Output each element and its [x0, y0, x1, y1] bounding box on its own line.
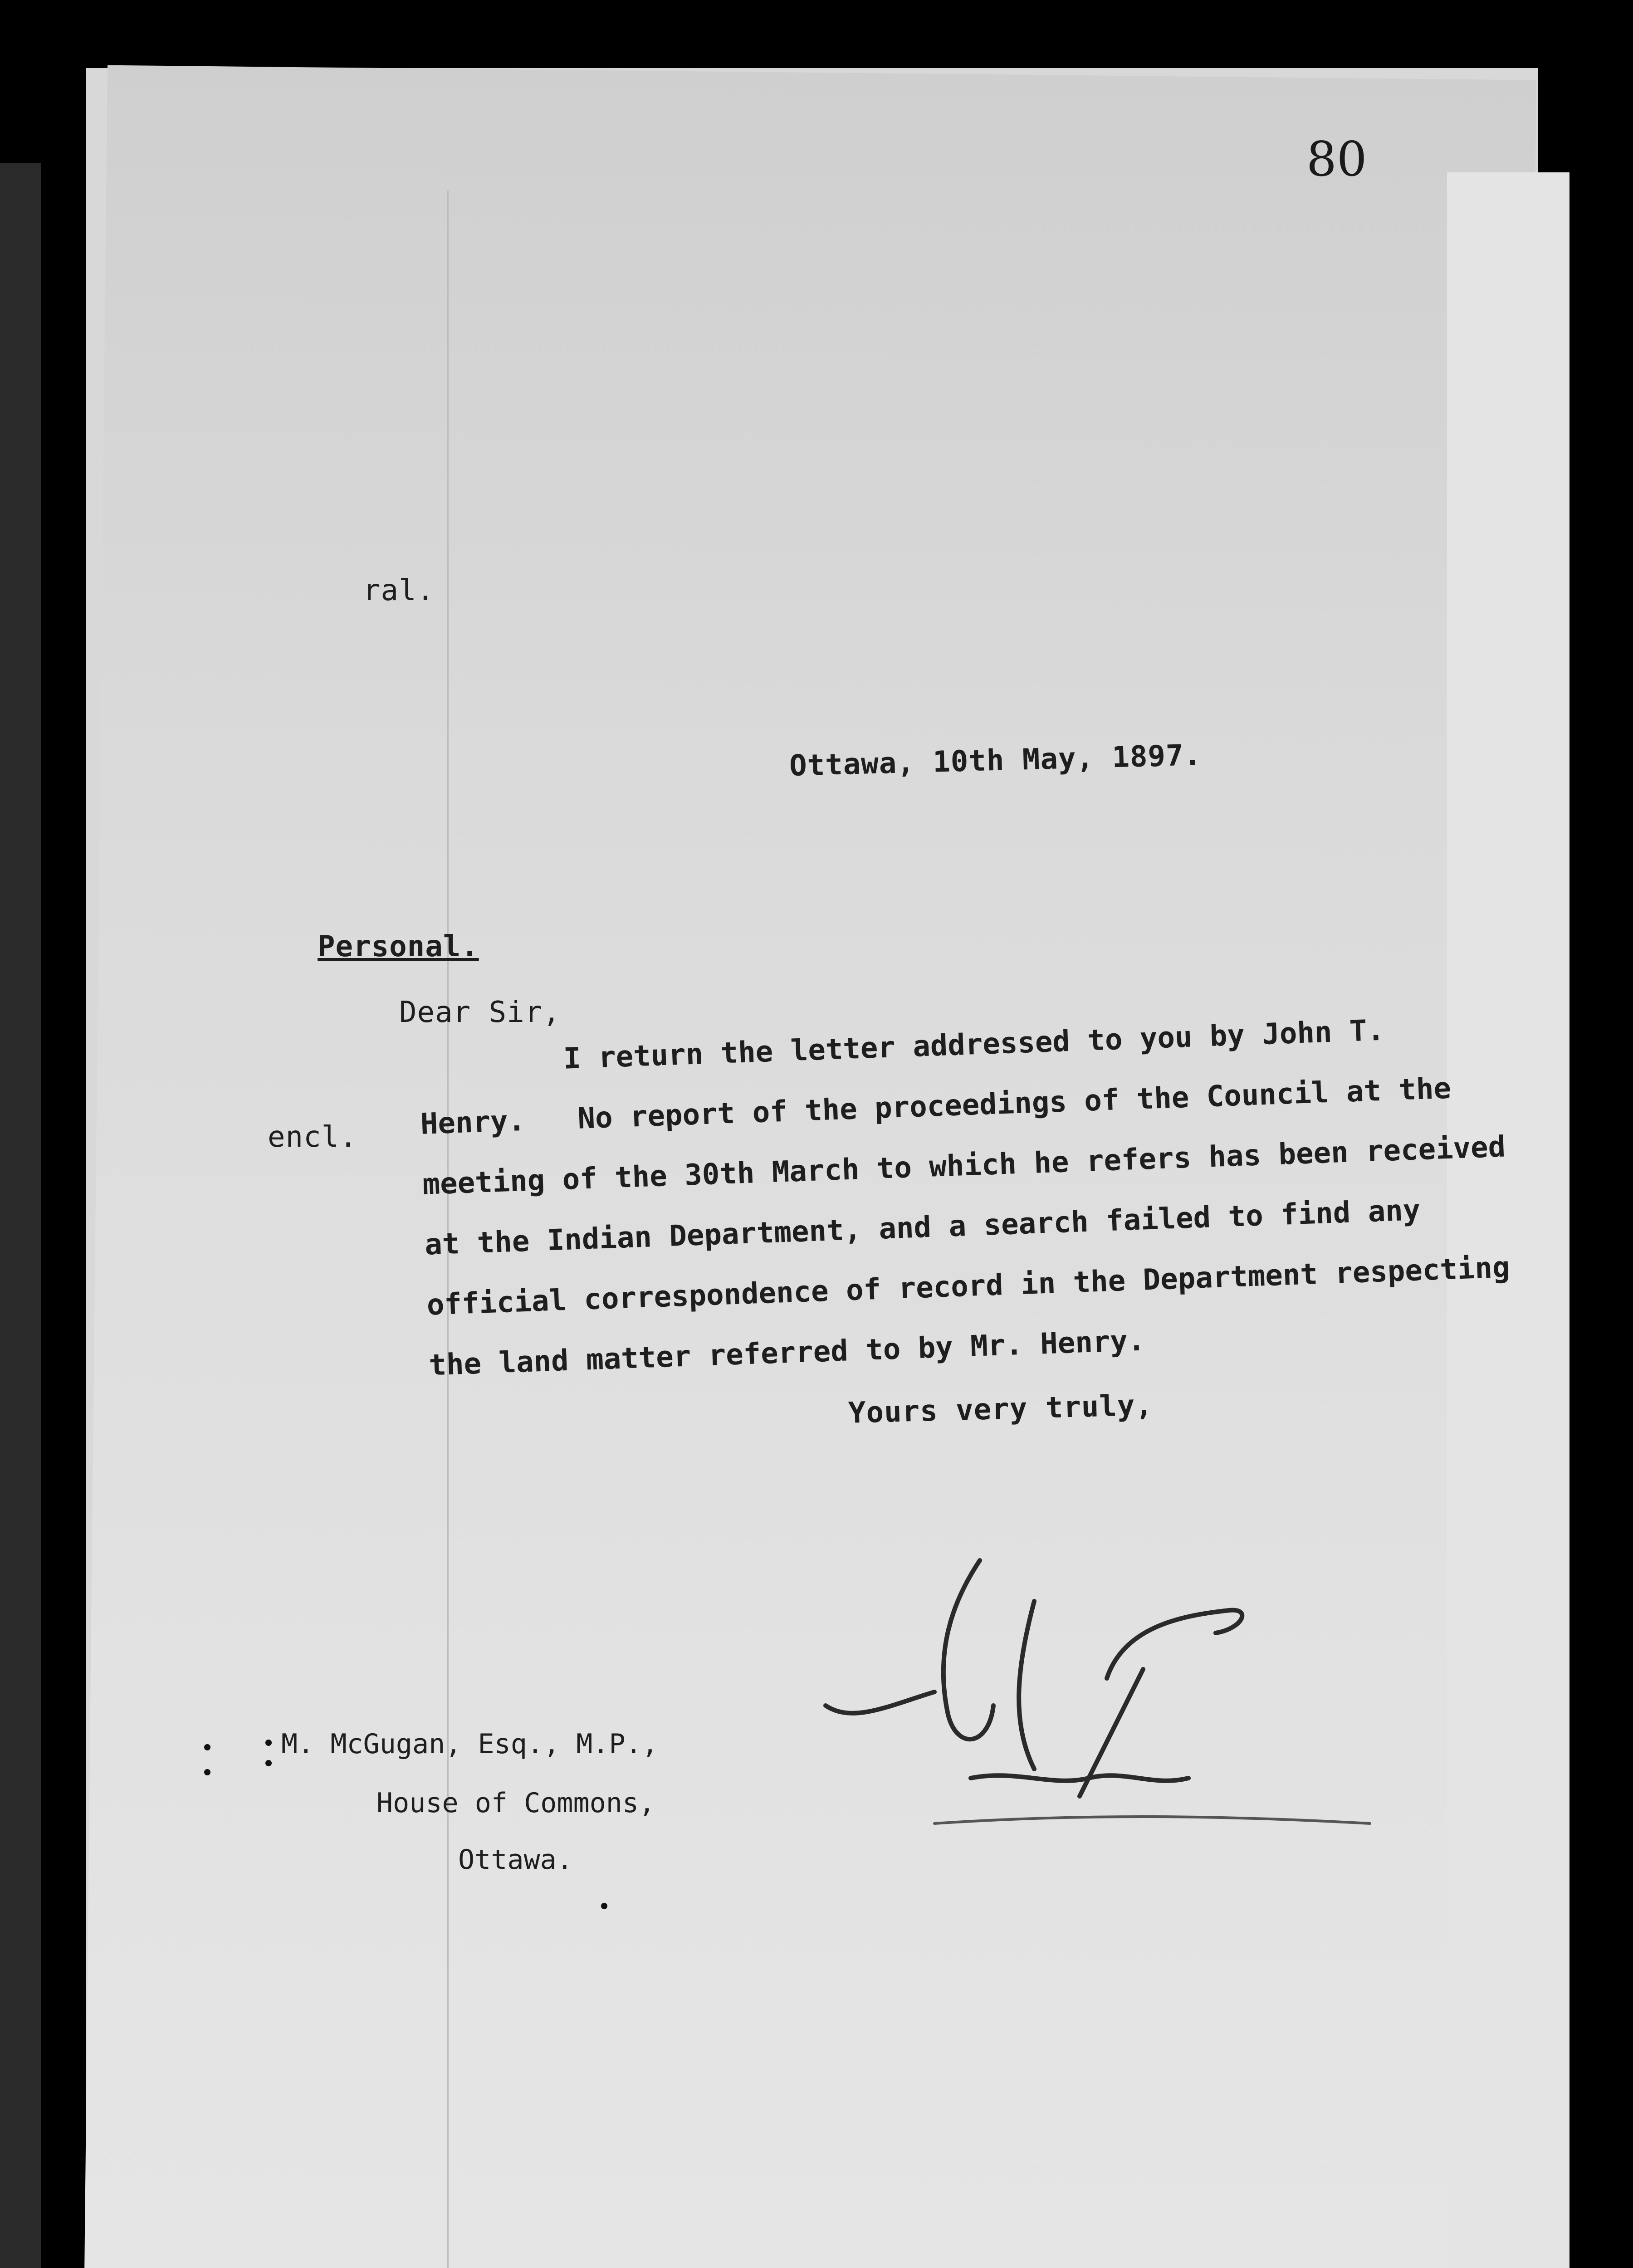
addressee-name: M. McGugan, Esq., M.P.,	[281, 1728, 658, 1760]
personal-marker: Personal.	[318, 930, 479, 963]
body-line: Henry. No report of the proceedings of the Council at the	[420, 1071, 1452, 1141]
body-line: official correspondence of record in the Department respecting	[426, 1251, 1511, 1322]
address-bullet	[204, 1769, 210, 1775]
letter-body	[417, 997, 1513, 1396]
film-backing-strip	[0, 163, 41, 2268]
address-bullet	[204, 1744, 210, 1750]
reference-fragment: ral.	[363, 574, 435, 607]
closing: Yours very truly,	[848, 1388, 1154, 1430]
enclosure-note: encl.	[268, 1120, 357, 1154]
body-line: the land matter referred to by Mr. Henry.	[428, 1324, 1146, 1383]
addressee-city: Ottawa.	[458, 1844, 573, 1876]
handwritten-signature	[798, 1533, 1388, 1860]
address-bullet	[265, 1760, 272, 1766]
addressee-house: House of Commons,	[376, 1787, 655, 1819]
page-number: 80	[1306, 132, 1367, 187]
body-line: at the Indian Department, and a search failed to find any	[424, 1193, 1421, 1262]
greeting: Dear Sir,	[399, 996, 561, 1029]
address-bullet	[601, 1903, 607, 1909]
date-line: Ottawa, 10th May, 1897.	[789, 738, 1203, 783]
body-line: meeting of the 30th March to which he refers has been received	[422, 1130, 1506, 1202]
address-bullet	[265, 1740, 272, 1746]
body-line: I return the letter addressed to you by John T.	[562, 1013, 1385, 1076]
